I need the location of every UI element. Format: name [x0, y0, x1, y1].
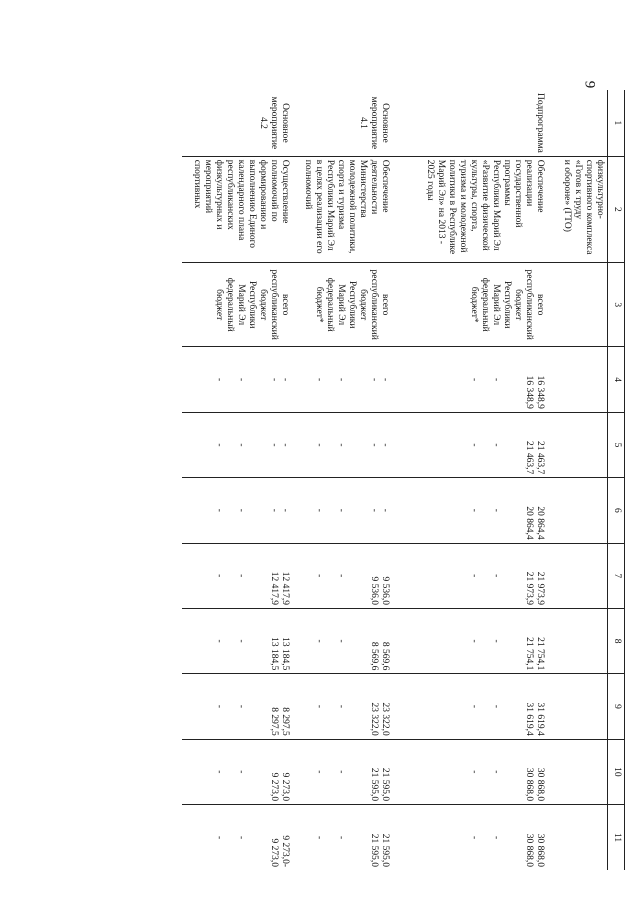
value-cell: 16 348,9 16 348,9 - -	[393, 347, 548, 412]
value-cell: - - - -	[293, 412, 393, 477]
value-cell: 12 417,9 12 417,9 - -	[183, 543, 293, 608]
row-description: Обеспечение реализации государственной программы Республики Марий Эл «Развитие физической культуры, спорта, туризма и молодежной политики в Республике Марий Эл» на 2013 - 2025 годы	[393, 156, 548, 262]
rotated-table-container	[135, 90, 625, 870]
funding-source: всего республиканский бюджет Республики Марий Эл федеральный бюджет*	[293, 262, 393, 347]
row-description: Осуществление полномочий по формированию и выполнению Единого календарного плана республиканских физкультурных и мероприятий спортивных	[183, 156, 293, 262]
table-body	[183, 90, 608, 870]
value-cell: 9 536,0 9 536,0 - -	[293, 543, 393, 608]
value-cell: - - - -	[183, 412, 293, 477]
row-description: физкультурно- спортивного комплекса «Готов к труду и обороне» (ГТО)	[548, 156, 608, 262]
value-cell: - - - -	[293, 478, 393, 543]
row-description: Обеспечение деятельности Министерства молодежной политики, спорта и туризма Республики Марий Эл в целях реализации его полномочий	[293, 156, 393, 262]
table-row	[183, 90, 293, 870]
value-cell: - - - -	[183, 478, 293, 543]
row-label	[548, 90, 608, 156]
value-cell: 21 595,0 21 595,0 - -	[293, 739, 393, 804]
row-label: Подпрограмма	[535, 93, 546, 153]
value-cell	[548, 608, 608, 673]
budget-table	[183, 90, 626, 870]
value-cell: 21 463,7 21 463,7 - -	[393, 412, 548, 477]
value-cell	[548, 543, 608, 608]
row-label: Основное мероприятие 4.1	[358, 96, 391, 150]
column-number-1: 1	[608, 90, 625, 156]
table-row	[393, 90, 548, 870]
column-number-8: 8	[608, 608, 625, 673]
column-number-3: 3	[608, 262, 625, 347]
value-cell: 30 868,0 30 868,0 - -	[393, 739, 548, 804]
value-cell	[548, 478, 608, 543]
value-cell: 8 297,5 8 297,5 - -	[183, 674, 293, 739]
row-label: Основное мероприятие 4.2	[258, 96, 291, 150]
table-row	[548, 90, 608, 870]
value-cell: 31 619,4 31 619,4 - -	[393, 674, 548, 739]
value-cell: 21 973,9 21 973,9 - -	[393, 543, 548, 608]
value-cell: 9 273,0 9 273,0 - -	[183, 739, 293, 804]
value-cell: 21 754,1 21 754,1 - -	[393, 608, 548, 673]
value-cell: 9 273,0- 9 273,0 - -	[183, 805, 293, 870]
value-cell: 8 569,6 8 569,6 - -	[293, 608, 393, 673]
funding-source: всего республиканский бюджет Республики Марий Эл федеральный бюджет	[183, 262, 293, 347]
value-cell	[548, 805, 608, 870]
column-number-11: 11	[608, 805, 625, 870]
column-number-2: 2	[608, 156, 625, 262]
column-number-10: 10	[608, 739, 625, 804]
column-number-9: 9	[608, 674, 625, 739]
value-cell	[548, 347, 608, 412]
funding-source: всего республиканский бюджет Республики Марий Эл федеральный бюджет*	[393, 262, 548, 347]
page-number: 9	[581, 80, 598, 89]
value-cell: 30 868,0 30 868,0 - -	[393, 805, 548, 870]
value-cell	[548, 739, 608, 804]
column-number-row	[608, 90, 625, 870]
value-cell: - - - -	[183, 347, 293, 412]
value-cell: 20 864,4 20 864,4 - -	[393, 478, 548, 543]
column-number-5: 5	[608, 412, 625, 477]
value-cell	[548, 412, 608, 477]
value-cell: 13 184,5 13 184,5 - -	[183, 608, 293, 673]
value-cell	[548, 674, 608, 739]
table-row	[293, 90, 393, 870]
value-cell: 23 322,0 23 322,0 - -	[293, 674, 393, 739]
column-number-4: 4	[608, 347, 625, 412]
value-cell: 21 595,0 21 595,0 - -	[293, 805, 393, 870]
column-number-7: 7	[608, 543, 625, 608]
value-cell: - - - -	[293, 347, 393, 412]
column-number-6: 6	[608, 478, 625, 543]
funding-source	[548, 262, 608, 347]
